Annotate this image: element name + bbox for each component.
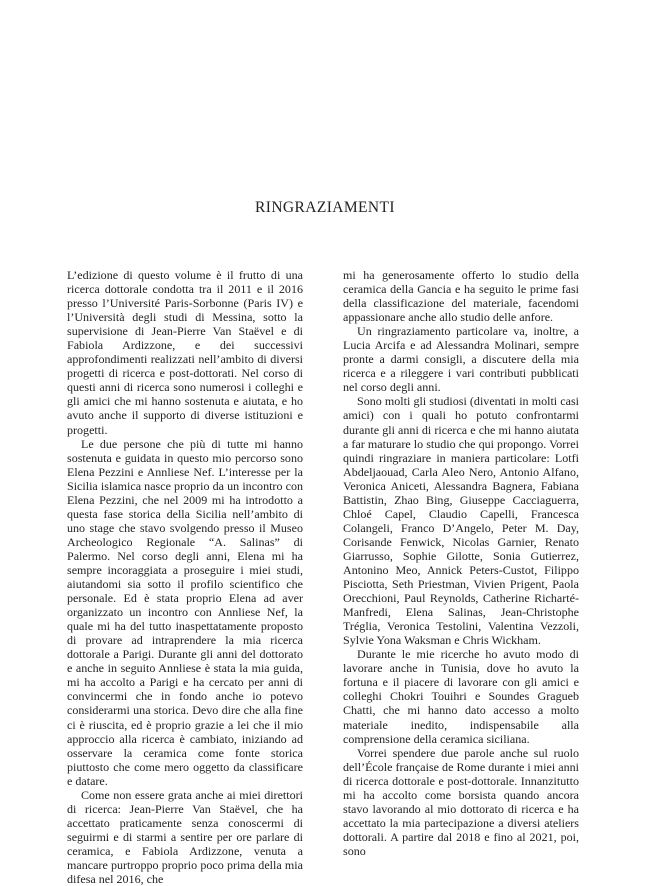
paragraph: Un ringraziamento particolare va, inoltre, a Lucia Arcifa e ad Alessandra Molinari, sempre pronte a darmi consigli, a discutere della mia ricerca e a rileggere i vari contributi pubblicati nel corso degli anni. bbox=[343, 324, 579, 395]
right-column bbox=[343, 268, 579, 858]
left-column bbox=[67, 268, 303, 886]
paragraph: Come non essere grata anche ai miei direttori di ricerca: Jean-Pierre Van Staëvel, che ha accettato praticamente senza conoscermi di seguirmi e di starmi a sentire per ore parlare di ceramica, e Fabiola Ardizzone, venuta a mancare purtroppo proprio poco prima della mia difesa nel 2016, che bbox=[67, 787, 303, 886]
paragraph: L’edizione di questo volume è il frutto di una ricerca dottorale condotta tra il 2011 e il 2016 presso l’Université Paris-Sorbonne (Paris IV) e l’Università degli studi di Messina, sotto la supervisione di Jean-Pierre Van Staëvel e di Fabiola Ardizzone, e dei successivi approfondimenti realizzati nell’ambito di diversi progetti di ricerca e post-dottorati. Nel corso di questi anni di ricerca sono numerosi i colleghi e gli amici che mi hanno sostenuta e aiutata, e ho avuto anche il supporto di diverse istituzioni e progetti. bbox=[67, 268, 303, 437]
paragraph: mi ha generosamente offerto lo studio della ceramica della Gancia e ha seguito le prime fasi della classificazione del materiale, facendomi appassionare anche allo studio delle anfore. bbox=[343, 268, 579, 325]
paragraph: Le due persone che più di tutte mi hanno sostenuta e guidata in questo mio percorso sono Elena Pezzini e Annliese Nef. L’interesse per la Sicilia islamica nasce proprio da un incontro con Elena Pezzini, che nel 2009 mi ha introdotto a questa fase storica della Sicilia nell’ambito di uno stage che stavo svolgendo presso il Museo Archeologico Regionale “A. Salinas” di Palermo. Nel corso degli anni, Elena mi ha sempre incoraggiata a proseguire i miei studi, aiutandomi sia sotto il profilo scientifico che personale. Ed è stata proprio Elena ad aver organizzato un incontro con Annliese Nef, la quale mi ha del tutto inaspettatamente proposto di provare ad intraprendere la mia ricerca dottorale a Parigi. Durante gli anni del dottorato e anche in seguito Annliese è stata la mia guida, mi ha accolto a Parigi e ha cercato per anni di convincermi che in fondo anche io potevo considerarmi una storica. Devo dire che alla fine ci è riuscita, ed è proprio grazie a lei che il mio approccio alla ricerca è cambiato, iniziando ad osservare la ceramica come fonte storica piuttosto che come mero oggetto da classificare e datare. bbox=[67, 436, 303, 788]
page-title: RINGRAZIAMENTI bbox=[255, 199, 395, 216]
paragraph: Durante le mie ricerche ho avuto modo di lavorare anche in Tunisia, dove ho avuto la fortuna e il piacere di lavorare con gli amici e colleghi Chokri Touihri e Soundes Gragueb Chatti, che mi hanno dato accesso a molto materiale inedito, indispensabile alla comprensione della ceramica siciliana. bbox=[343, 647, 579, 746]
paragraph: Vorrei spendere due parole anche sul ruolo dell’École française de Rome durante i miei anni di ricerca dottorale e post-dottorale. Innanzitutto mi ha accolto come borsista quando ancora stavo lavorando al mio dottorato di ricerca e ha accettato la mia partecipazione a diversi ateliers dottorali. A partire dal 2018 e fino al 2021, poi, sono bbox=[343, 745, 579, 858]
paragraph: Sono molti gli studiosi (diventati in molti casi amici) con i quali ho potuto confrontarmi durante gli anni di ricerca e che mi hanno aiutata a far maturare lo studio che qui propongo. Vorrei quindi ringraziare in maniera particolare: Lotfi Abdeljaouad, Carla Aleo Nero, Antonio Alfano, Veronica Aniceti, Alessandra Bagnera, Fabiana Battistin, Zhao Bing, Giuseppe Cacciaguerra, Chloé Capel, Claudio Capelli, Francesca Colangeli, Franco D’Angelo, Peter M. Day, Corisande Fenwick, Nicolas Garnier, Renato Giarrusso, Sophie Gilotte, Sonia Gutierrez, Antonino Meo, Annick Peters-Custot, Filippo Pisciotta, Seth Priestman, Vivien Prigent, Paola Orecchioni, Paul Reynolds, Catherine Richarté-Manfredi, Elena Salinas, Jean-Christophe Tréglia, Veronica Testolini, Valentina Vezzoli, Sylvie Yona Waksman e Chris Wickham. bbox=[343, 394, 579, 648]
